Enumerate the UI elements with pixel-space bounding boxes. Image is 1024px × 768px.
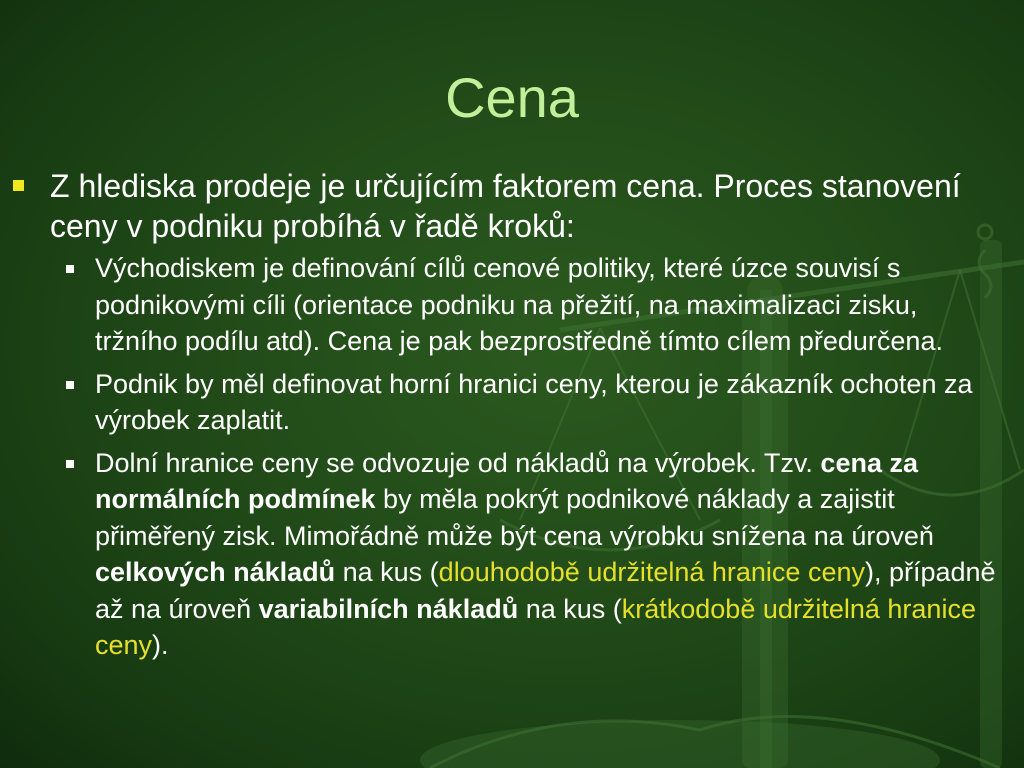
highlight-term: krátkodobě udržitelná hranice ceny [95,593,976,660]
text-segment: Dolní hranice ceny se odvozuje od nákladů na výrobek. Tzv. [95,447,821,478]
bold-term: variabilních nákladů [258,593,519,624]
slide-title: Cena [445,66,579,129]
square-bullet-icon [66,460,74,468]
sub-bullet-3 [0,445,1024,664]
bold-term: celkových nákladů [95,557,336,587]
bullet-level1-text: Z hlediska prodeje je určujícím faktorem cena. Proces stanovení ceny v podniku probíhá v řadě kroků: [50,168,961,244]
text-segment: ). [152,630,169,660]
sub-bullet-2-text: Podnik by měl definovat horní hranici ceny, kterou je zákazník ochoten za výrobek zaplatit. [95,368,973,435]
text-segment: na kus ( [335,557,439,587]
sub-bullet-1-text: Východiskem je definování cílů cenové politiky, které úzce souvisí s podnikovými cíli (orientace podniku na přežití, na maximalizaci zisku, tržního podílu atd). Cena je pak bezprostředně tímto cílem předurčena. [95,253,943,356]
square-bullet-icon [66,265,74,273]
square-bullet-icon [66,381,74,389]
sub-bullet-1 [0,250,1024,360]
sub-bullet-2 [0,366,1024,439]
sub-bullet-3-text [95,448,996,661]
highlight-term: dlouhodobě udržitelná hranice ceny [438,557,865,587]
text-segment: by měla pokrýt podnikové náklady a zajistit přiměřený zisk. Mimořádně může být cena výrobku snížena na úroveň [95,484,934,551]
slide-content [0,166,1024,664]
bold-term: cena za normálních podmínek [95,447,918,514]
text-segment: na kus ( [518,593,622,624]
text-segment: ), případně až na úroveň [95,557,996,624]
square-bullet-icon [13,180,24,191]
bullet-level1 [0,166,1024,246]
